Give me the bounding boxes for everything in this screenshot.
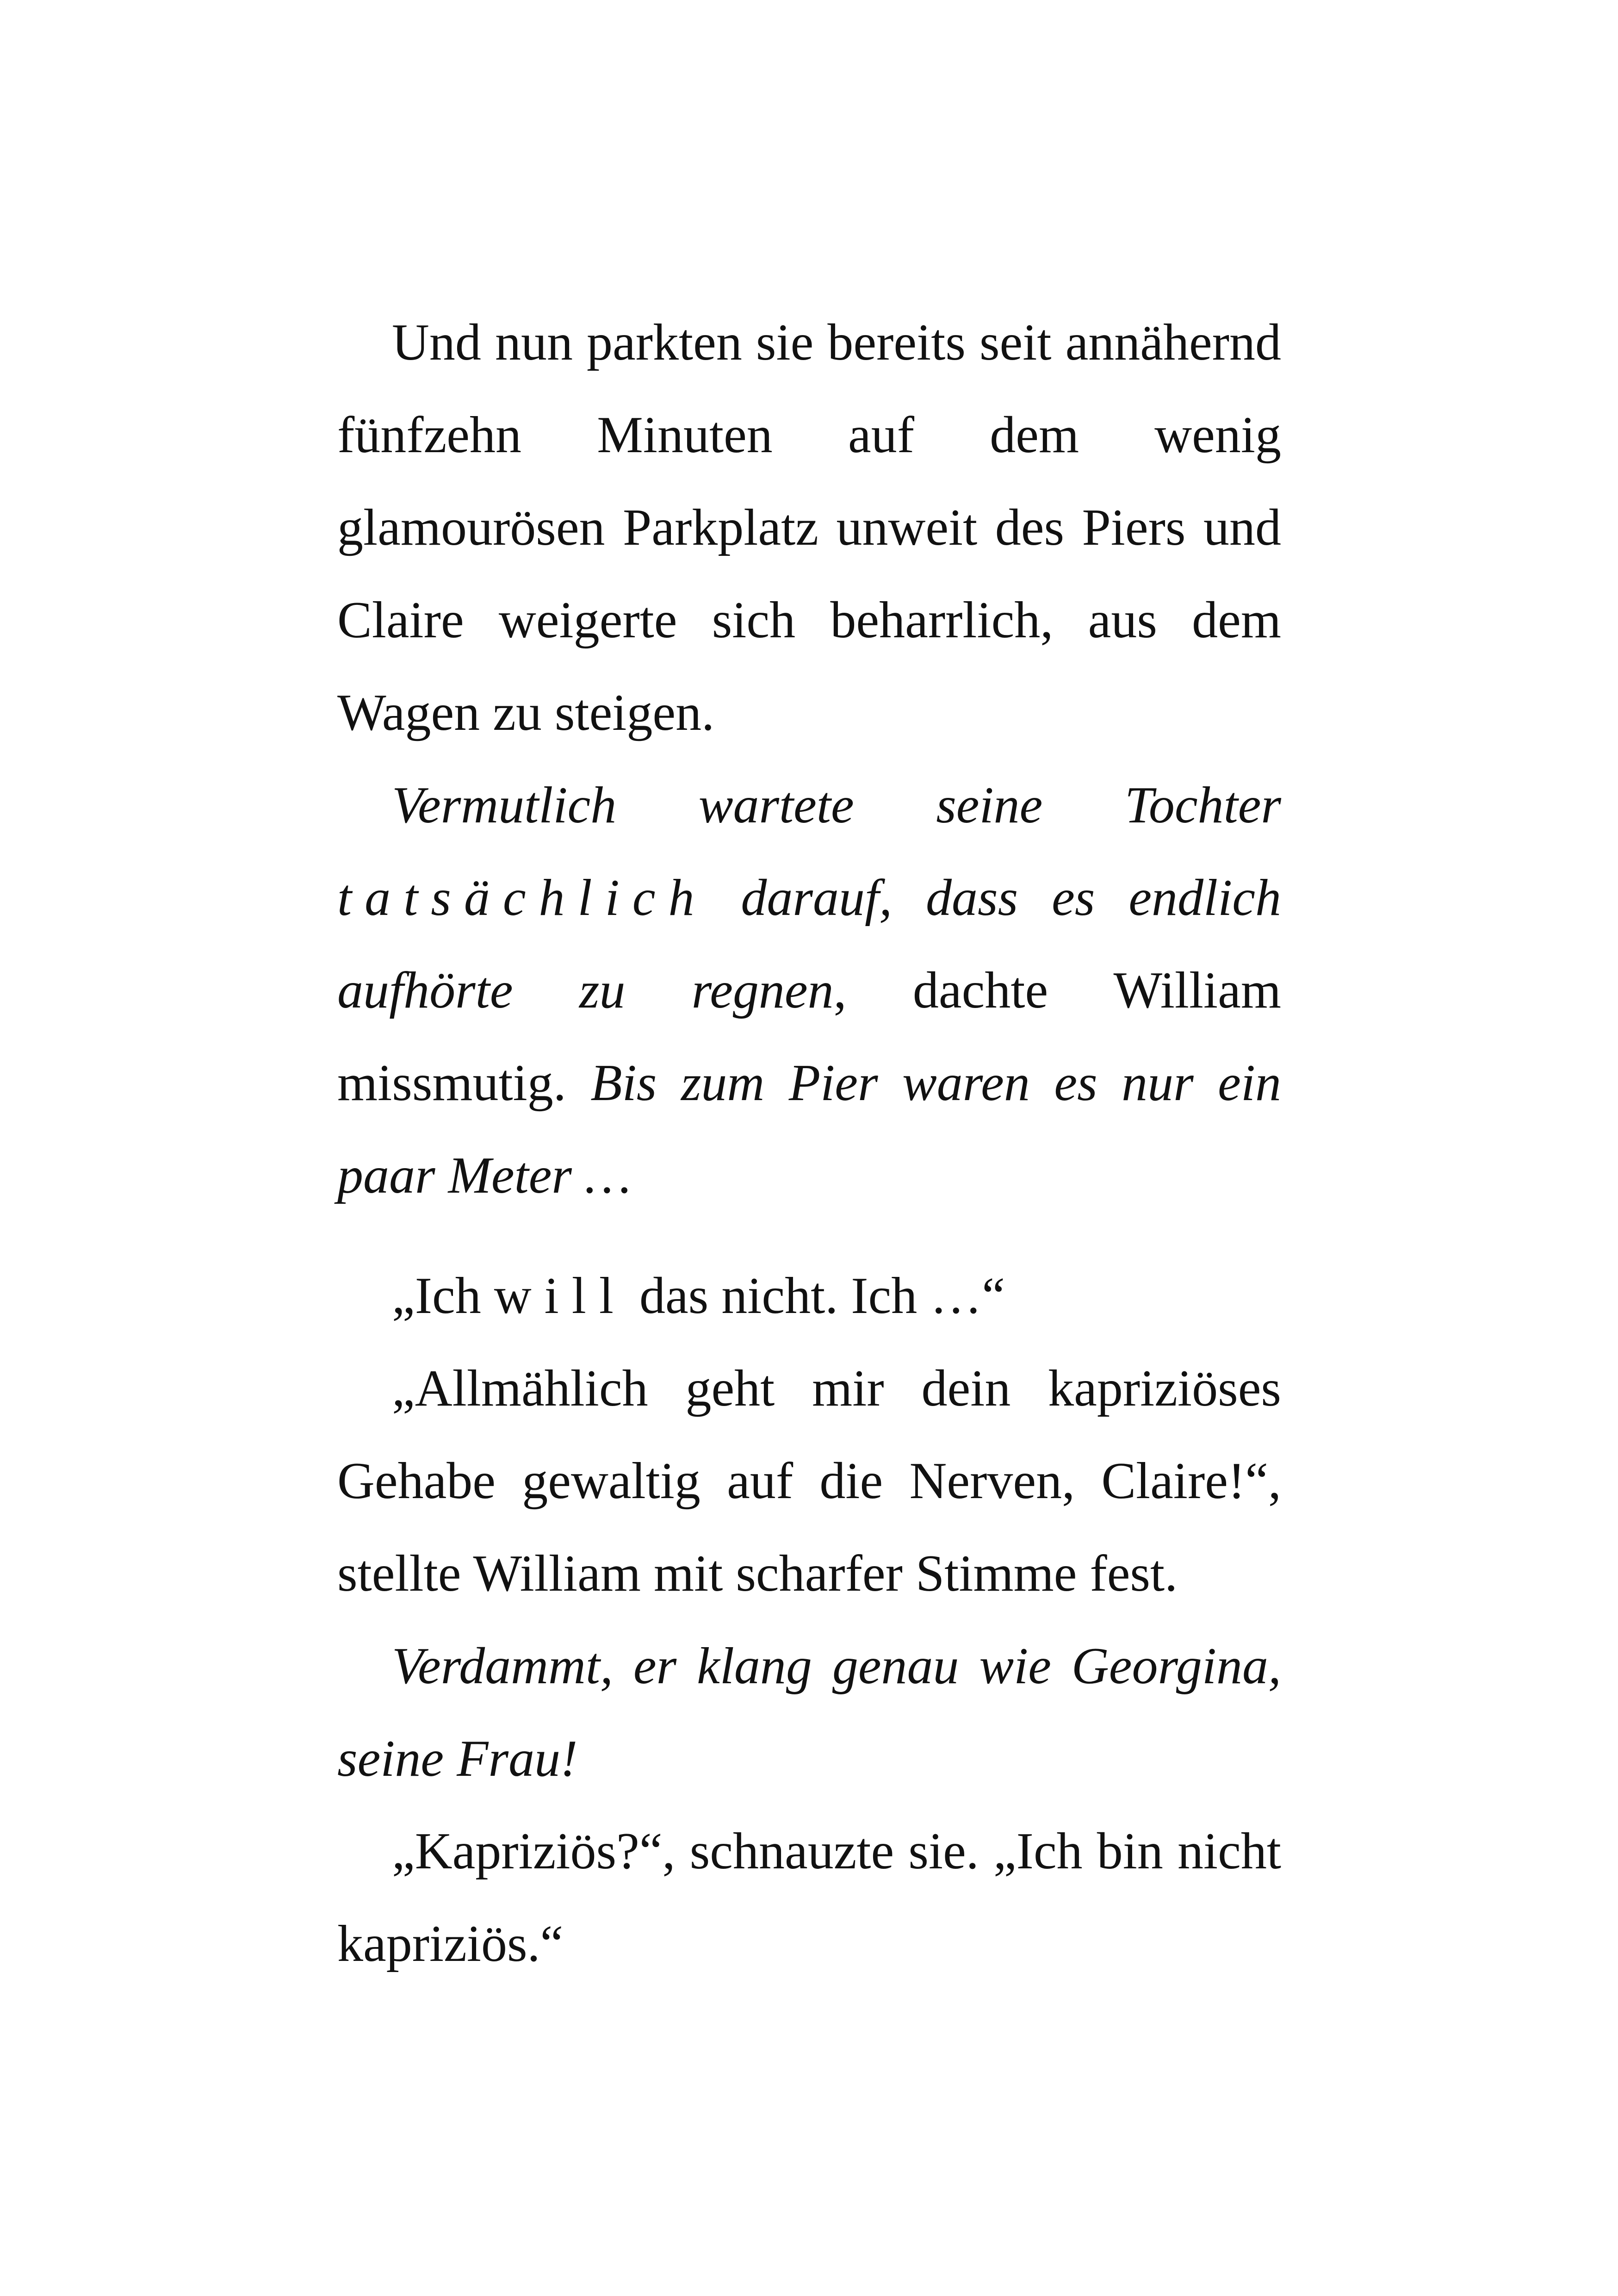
paragraph-4 bbox=[337, 1342, 1281, 1620]
thought-text: Verdammt, er klang genau wie Georgina, seine Frau! bbox=[337, 1637, 1281, 1787]
paragraph-2 bbox=[337, 759, 1281, 1222]
dialogue-text: „Allmählich geht mir dein kapriziöses Gehabe gewaltig auf die Nerven, Claire!“, stellte William mit scharfer Stimme fest. bbox=[337, 1360, 1281, 1602]
paragraph-6 bbox=[337, 1805, 1281, 1990]
dialogue-text: das nicht. Ich …“ bbox=[626, 1267, 1005, 1325]
paragraph-5 bbox=[337, 1620, 1281, 1805]
emphasized-word: will bbox=[494, 1267, 626, 1325]
paragraph-3 bbox=[337, 1250, 1281, 1342]
emphasized-word: tatsächlich bbox=[337, 869, 707, 927]
dialogue-text: „Ich bbox=[392, 1267, 494, 1325]
paragraph-1 bbox=[337, 296, 1281, 759]
thought-text: Vermutlich wartete seine Tochter bbox=[392, 777, 1281, 834]
page-text bbox=[337, 296, 1281, 1990]
narration-text: , dachte William missmutig. bbox=[337, 962, 1281, 1112]
paragraph-1-text: Und nun parkten sie bereits seit annähernd fünfzehn Minuten auf dem wenig glamourösen Parkplatz unweit des Piers und Claire weigerte sich beharrlich, aus dem Wagen zu steigen. bbox=[337, 314, 1281, 741]
thought-text: Bis zum Pier waren es nur ein paar Meter … bbox=[337, 1054, 1282, 1204]
thought-text: darauf, dass es endlich aufhörte zu regnen bbox=[337, 869, 1281, 1019]
dialogue-text: „Kapriziös?“, schnauzte sie. „Ich bin nicht kapriziös.“ bbox=[337, 1823, 1281, 1972]
